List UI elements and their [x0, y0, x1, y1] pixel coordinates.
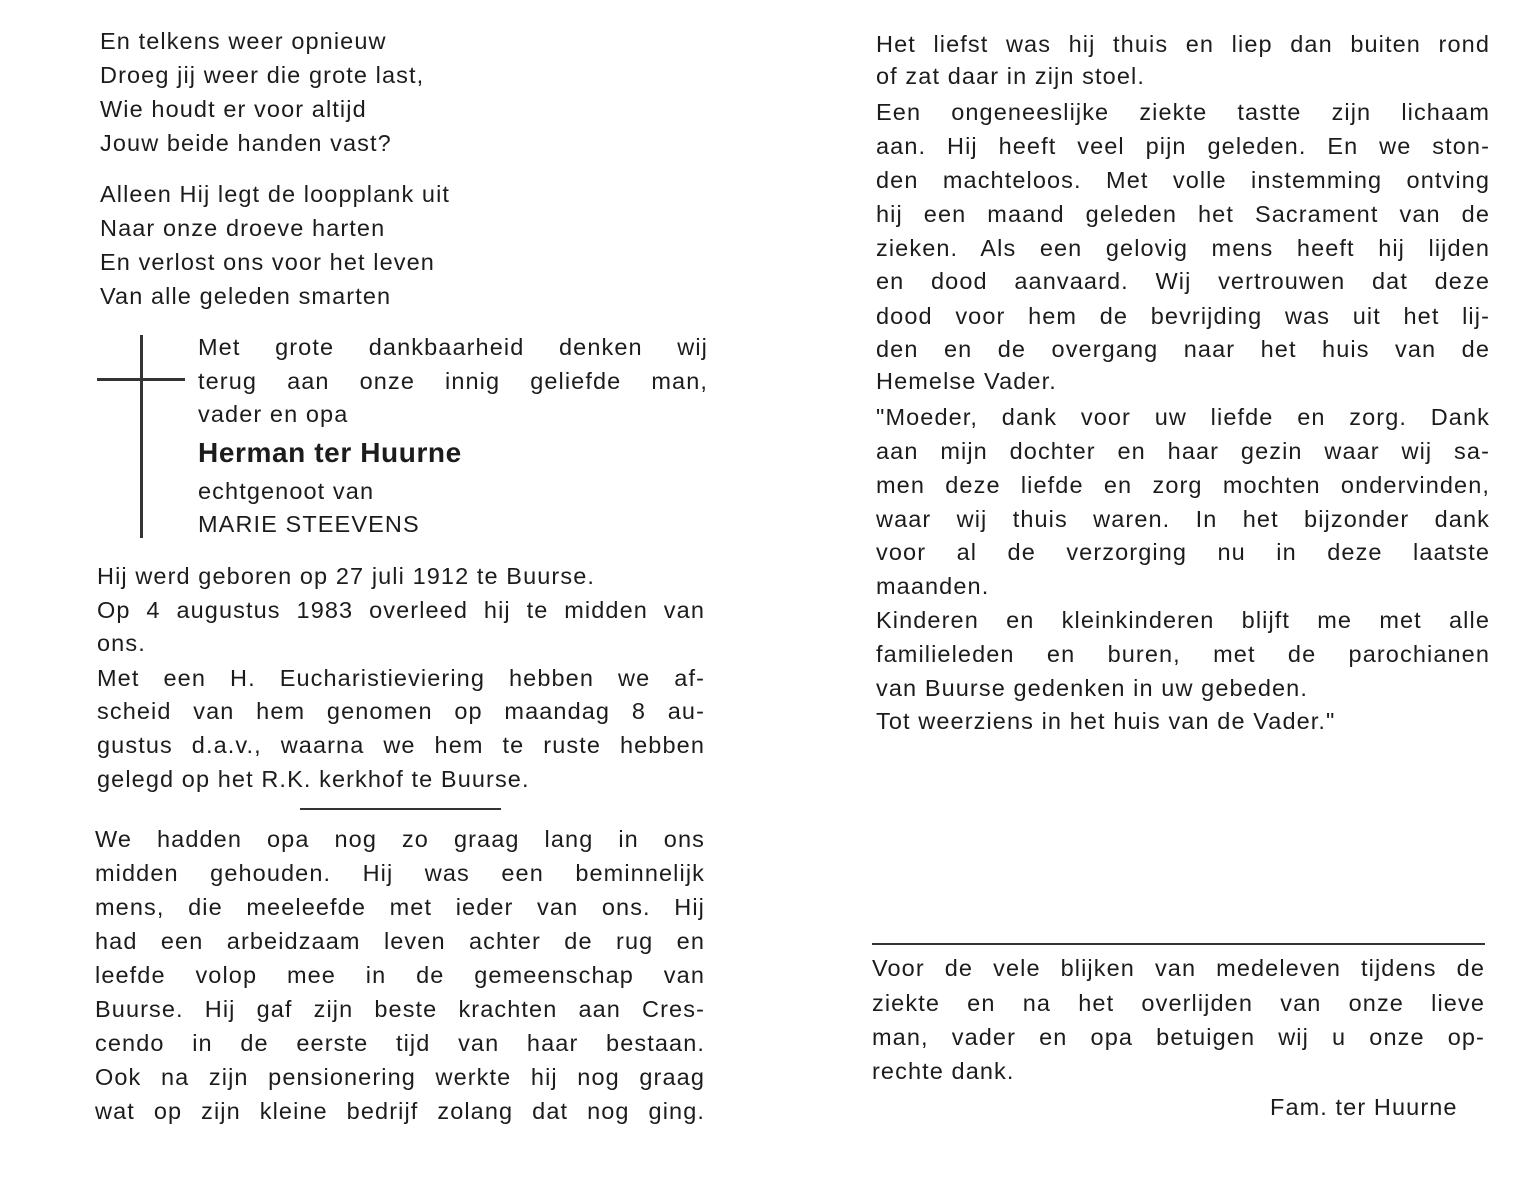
right-text-line: en dood aanvaard. Wij vertrouwen dat deze: [876, 268, 1490, 294]
left-poem2-line: Alleen Hij legt de loopplank uit: [100, 181, 451, 207]
left-memories-line: midden gehouden. Hij was een beminnelijk: [95, 860, 705, 886]
right-text-line: "Moeder, dank voor uw liefde en zorg. Dank: [876, 404, 1490, 430]
right-text-line: Het liefst was hij thuis en liep dan buiten rond: [876, 31, 1490, 57]
left-spouse-line: MARIE STEEVENS: [198, 511, 420, 537]
left-intro-line: terug aan onze innig geliefde man,: [198, 368, 708, 394]
left-bio-line: scheid van hem genomen op maandag 8 au-: [97, 698, 705, 724]
right-text-line: Hemelse Vader.: [876, 368, 1057, 394]
right-text-line: van Buurse gedenken in uw gebeden.: [876, 675, 1308, 701]
left-bio-line: Met een H. Eucharistieviering hebben we af-: [97, 665, 705, 691]
left-spouse-line: echtgenoot van: [198, 478, 375, 504]
right-thanks-line: Voor de vele blijken van medeleven tijdens de: [872, 955, 1485, 981]
left-poem2-line: Naar onze droeve harten: [100, 215, 386, 241]
right-text-line: Tot weerziens in het huis van de Vader.": [876, 708, 1336, 734]
left-bio-line: Hij werd geboren op 27 juli 1912 te Buurse.: [97, 563, 595, 589]
left-bio-line: Op 4 augustus 1983 overleed hij te midden van: [97, 597, 705, 623]
right-text-line: men deze liefde en zorg mochten ondervinden,: [876, 472, 1490, 498]
divider-left: [300, 808, 501, 810]
right-text-line: aan. Hij heeft veel pijn geleden. En we ston-: [876, 133, 1490, 159]
divider-right: [872, 943, 1485, 945]
left-memories-line: We hadden opa nog zo graag lang in ons: [95, 826, 705, 852]
right-text-line: of zat daar in zijn stoel.: [876, 63, 1145, 89]
cross-horizontal: [97, 378, 185, 381]
right-text-line: den machteloos. Met volle instemming ontving: [876, 167, 1490, 193]
left-poem1-line: Jouw beide handen vast?: [100, 130, 392, 156]
left-poem1-line: Wie houdt er voor altijd: [100, 96, 367, 122]
right-text-line: Een ongeneeslijke ziekte tastte zijn lichaam: [876, 99, 1490, 125]
right-text-line: waar wij thuis waren. In het bijzonder dank: [876, 506, 1490, 532]
left-memories-line: Buurse. Hij gaf zijn beste krachten aan Cres-: [95, 996, 705, 1022]
left-memories-line: mens, die meeleefde met ieder van ons. Hij: [95, 894, 705, 920]
left-intro-line: vader en opa: [198, 401, 349, 427]
left-memories-line: leefde volop mee in de gemeenschap van: [95, 962, 705, 988]
right-text-line: voor al de verzorging nu in deze laatste: [876, 539, 1490, 565]
left-poem2-line: En verlost ons voor het leven: [100, 249, 435, 275]
right-text-line: Kinderen en kleinkinderen blijft me met alle: [876, 607, 1490, 633]
left-poem1-line: Droeg jij weer die grote last,: [100, 62, 425, 88]
left-poem1-line: En telkens weer opnieuw: [100, 28, 387, 54]
left-memories-line: Ook na zijn pensionering werkte hij nog graag: [95, 1064, 705, 1090]
right-thanks-line: ziekte en na het overlijden van onze lieve: [872, 990, 1485, 1016]
right-text-line: den en de overgang naar het huis van de: [876, 336, 1490, 362]
right-thanks-line: rechte dank.: [872, 1058, 1015, 1084]
right-text-line: aan mijn dochter en haar gezin waar wij sa-: [876, 438, 1490, 464]
right-thanks-line: man, vader en opa betuigen wij u onze op-: [872, 1024, 1485, 1050]
right-text-line: dood voor hem de bevrijding was uit het lij-: [876, 303, 1490, 329]
left-memories-line: had een arbeidzaam leven achter de rug en: [95, 928, 705, 954]
left-bio-line: gelegd op het R.K. kerkhof te Buurse.: [97, 766, 530, 792]
deceased-name: Herman ter Huurne: [198, 437, 462, 468]
right-text-line: familieleden en buren, met de parochianen: [876, 641, 1490, 667]
left-bio-line: ons.: [97, 630, 146, 656]
signature: Fam. ter Huurne: [1270, 1094, 1458, 1120]
right-text-line: hij een maand geleden het Sacrament van de: [876, 201, 1490, 227]
right-text-line: maanden.: [876, 573, 990, 599]
left-memories-line: cendo in de eerste tijd van haar bestaan.: [95, 1030, 705, 1056]
left-poem2-line: Van alle geleden smarten: [100, 283, 392, 309]
left-memories-line: wat op zijn kleine bedrijf zolang dat nog ging.: [95, 1098, 705, 1124]
left-bio-line: gustus d.a.v., waarna we hem te ruste hebben: [97, 732, 705, 758]
right-text-line: zieken. Als een gelovig mens heeft hij lijden: [876, 235, 1490, 261]
cross-vertical: [140, 335, 143, 538]
left-intro-line: Met grote dankbaarheid denken wij: [198, 334, 708, 360]
